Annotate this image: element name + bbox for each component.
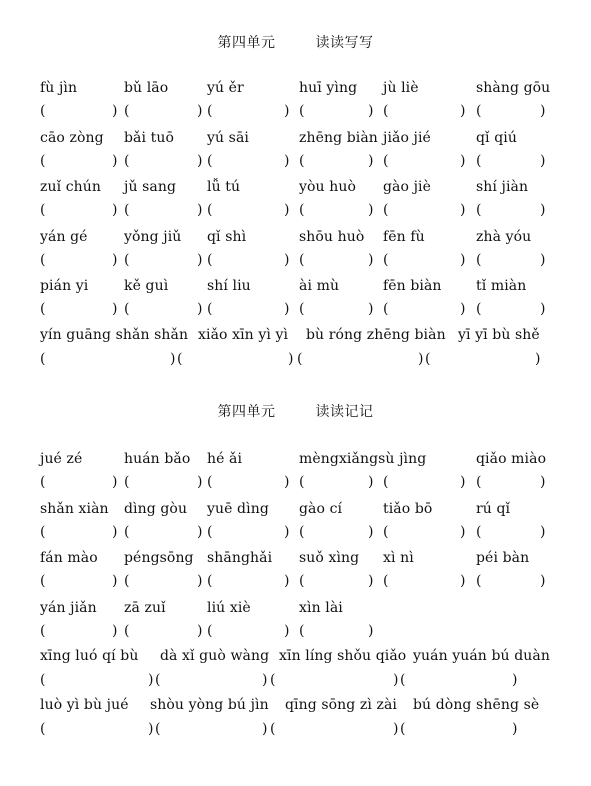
pinyin-word: liú xiè xyxy=(207,599,251,616)
answer-box-close: ) xyxy=(284,301,290,317)
pinyin-word: yú sāi xyxy=(207,129,249,146)
answer-box-close: ) xyxy=(284,573,290,589)
pinyin-word: shǎn xiàn xyxy=(40,500,109,517)
answer-box-open: ( xyxy=(40,474,46,490)
answer-box-open: ( xyxy=(400,721,406,737)
pinyin-word: fēn biàn xyxy=(383,278,442,294)
answer-box-close: ) xyxy=(368,523,374,540)
answer-box-close: ) xyxy=(197,103,203,119)
pinyin-word: yǒng jiǔ xyxy=(124,228,182,245)
answer-box-open: ( xyxy=(476,573,482,589)
answer-box-open: ( xyxy=(40,103,46,119)
answer-box-open: ( xyxy=(270,721,276,737)
answer-box-close: ) xyxy=(368,202,374,218)
idiom-pinyin: luò yì bù jué xyxy=(40,697,129,713)
answer-box-close: ) xyxy=(284,103,290,119)
answer-box-open: ( xyxy=(476,103,482,119)
answer-box-close: ) xyxy=(540,573,546,589)
answer-box-close: ) xyxy=(512,721,518,737)
pinyin-word: péngsōng xyxy=(124,550,194,566)
answer-box-open: ( xyxy=(155,721,161,737)
answer-box-open: ( xyxy=(297,351,303,367)
answer-box-open: ( xyxy=(299,523,305,540)
pinyin-word: huán bǎo xyxy=(124,451,191,467)
answer-box-open: ( xyxy=(299,152,305,169)
answer-box-open: ( xyxy=(476,301,482,317)
pinyin-word: pián yi xyxy=(40,278,89,294)
idiom-pinyin: yín guāng shǎn shǎn xyxy=(40,327,189,343)
answer-box-close: ) xyxy=(197,301,203,317)
answer-box-close: ) xyxy=(284,152,290,169)
pinyin-word: shōu huò xyxy=(299,228,365,245)
answer-box-open: ( xyxy=(124,573,130,589)
pinyin-word: mèngxiǎngsù jìng xyxy=(299,451,427,467)
answer-box-close: ) xyxy=(112,622,118,639)
answer-box-close: ) xyxy=(112,251,118,268)
pinyin-word: gào cí xyxy=(299,500,343,517)
answer-box-close: ) xyxy=(112,301,118,317)
answer-box-open: ( xyxy=(40,721,46,737)
answer-box-open: ( xyxy=(124,251,130,268)
answer-box-close: ) xyxy=(197,474,203,490)
pinyin-word: shàng gōu xyxy=(476,80,551,96)
idiom-pinyin: yī yī bù shě xyxy=(458,327,540,343)
unit-label: 第四单元 xyxy=(217,35,276,51)
answer-box-open: ( xyxy=(400,672,406,688)
answer-box-close: ) xyxy=(368,251,374,268)
answer-box-close: ) xyxy=(262,672,268,688)
answer-box-open: ( xyxy=(40,573,46,589)
answer-box-open: ( xyxy=(383,202,389,218)
answer-box-open: ( xyxy=(40,672,46,688)
answer-box-open: ( xyxy=(207,202,213,218)
answer-box-open: ( xyxy=(40,523,46,540)
answer-box-close: ) xyxy=(197,622,203,639)
answer-box-close: ) xyxy=(112,152,118,169)
answer-box-open: ( xyxy=(383,251,389,268)
answer-box-open: ( xyxy=(207,523,213,540)
answer-box-close: ) xyxy=(535,351,541,367)
pinyin-word: péi bàn xyxy=(476,550,530,566)
idiom-pinyin: shòu yòng bú jìn xyxy=(150,697,269,713)
pinyin-word: jǔ sang xyxy=(124,179,177,195)
pinyin-word: zhēng biàn xyxy=(299,129,378,146)
answer-box-close: ) xyxy=(284,202,290,218)
answer-box-close: ) xyxy=(284,622,290,639)
answer-box-open: ( xyxy=(207,474,213,490)
answer-box-open: ( xyxy=(177,351,183,367)
answer-box-close: ) xyxy=(368,573,374,589)
pinyin-word: bǔ lāo xyxy=(124,80,169,96)
answer-box-close: ) xyxy=(368,152,374,169)
answer-box-open: ( xyxy=(299,202,305,218)
answer-box-open: ( xyxy=(207,103,213,119)
answer-box-close: ) xyxy=(197,573,203,589)
answer-box-open: ( xyxy=(383,103,389,119)
pinyin-word: lǚ tú xyxy=(207,179,241,195)
pinyin-word: yú ěr xyxy=(207,80,244,96)
answer-box-open: ( xyxy=(124,103,130,119)
answer-box-open: ( xyxy=(207,622,213,639)
answer-box-open: ( xyxy=(124,152,130,169)
pinyin-word: suǒ xìng xyxy=(299,550,360,566)
answer-box-open: ( xyxy=(299,474,305,490)
answer-box-open: ( xyxy=(299,103,305,119)
answer-box-close: ) xyxy=(460,251,466,268)
answer-box-open: ( xyxy=(383,523,389,540)
answer-box-close: ) xyxy=(512,672,518,688)
answer-box-open: ( xyxy=(476,523,482,540)
section-title xyxy=(0,401,591,421)
answer-box-open: ( xyxy=(299,251,305,268)
answer-box-close: ) xyxy=(148,721,154,737)
answer-box-close: ) xyxy=(197,152,203,169)
answer-box-close: ) xyxy=(393,721,399,737)
pinyin-word: qiǎo miào xyxy=(476,451,547,467)
unit-label: 第四单元 xyxy=(217,404,276,420)
pinyin-word: fēn fù xyxy=(383,228,425,245)
idiom-pinyin: xiǎo xīn yì yì xyxy=(198,327,289,343)
answer-box-open: ( xyxy=(124,301,130,317)
answer-box-open: ( xyxy=(299,573,305,589)
answer-box-close: ) xyxy=(460,573,466,589)
pinyin-word: yòu huò xyxy=(299,179,356,195)
pinyin-word: xì nì xyxy=(383,550,414,566)
answer-box-open: ( xyxy=(270,672,276,688)
pinyin-word: fù jìn xyxy=(40,80,78,96)
pinyin-word: bǎi tuō xyxy=(124,129,175,146)
pinyin-word: jiǎo jié xyxy=(383,129,431,146)
answer-box-close: ) xyxy=(540,152,546,169)
answer-box-open: ( xyxy=(207,301,213,317)
answer-box-close: ) xyxy=(112,202,118,218)
answer-box-close: ) xyxy=(284,474,290,490)
answer-box-close: ) xyxy=(112,573,118,589)
answer-box-close: ) xyxy=(460,301,466,317)
answer-box-close: ) xyxy=(368,474,374,490)
answer-box-open: ( xyxy=(40,622,46,639)
answer-box-open: ( xyxy=(425,351,431,367)
answer-box-close: ) xyxy=(112,474,118,490)
answer-box-close: ) xyxy=(284,251,290,268)
answer-box-open: ( xyxy=(476,152,482,169)
answer-box-open: ( xyxy=(383,474,389,490)
answer-box-open: ( xyxy=(40,202,46,218)
answer-box-open: ( xyxy=(299,301,305,317)
answer-box-close: ) xyxy=(112,523,118,540)
pinyin-word: qǐ qiú xyxy=(476,129,517,146)
pinyin-word: jù liè xyxy=(383,80,419,96)
section-name: 读读记记 xyxy=(315,404,374,420)
pinyin-word: tǐ miàn xyxy=(476,278,527,294)
pinyin-word: yuē dìng xyxy=(207,500,269,517)
answer-box-open: ( xyxy=(124,523,130,540)
answer-box-close: ) xyxy=(393,672,399,688)
answer-box-close: ) xyxy=(368,301,374,317)
answer-box-close: ) xyxy=(197,202,203,218)
answer-box-close: ) xyxy=(170,351,176,367)
pinyin-word: shí jiàn xyxy=(476,179,529,195)
pinyin-word: shānghǎi xyxy=(207,550,273,566)
answer-box-close: ) xyxy=(148,672,154,688)
answer-box-open: ( xyxy=(40,251,46,268)
section-name: 读读写写 xyxy=(315,35,374,51)
answer-box-close: ) xyxy=(288,351,294,367)
pinyin-word: cāo zòng xyxy=(40,129,104,146)
answer-box-open: ( xyxy=(383,152,389,169)
pinyin-word: zā zuǐ xyxy=(124,599,166,616)
answer-box-close: ) xyxy=(418,351,424,367)
answer-box-open: ( xyxy=(124,474,130,490)
pinyin-word: hé ǎi xyxy=(207,451,243,467)
answer-box-open: ( xyxy=(299,622,305,639)
answer-box-close: ) xyxy=(262,721,268,737)
pinyin-word: kě guì xyxy=(124,278,169,294)
idiom-pinyin: qīng sōng zì zài xyxy=(285,697,398,713)
answer-box-open: ( xyxy=(476,474,482,490)
idiom-pinyin: yuán yuán bú duàn xyxy=(413,648,550,664)
pinyin-word: zuǐ chún xyxy=(40,179,102,195)
answer-box-open: ( xyxy=(207,251,213,268)
idiom-pinyin: bù róng zhēng biàn xyxy=(306,327,446,343)
answer-box-close: ) xyxy=(284,523,290,540)
answer-box-open: ( xyxy=(207,152,213,169)
section-title xyxy=(0,32,591,52)
answer-box-close: ) xyxy=(368,103,374,119)
idiom-pinyin: bú dòng shēng sè xyxy=(413,697,540,713)
answer-box-open: ( xyxy=(383,573,389,589)
answer-box-open: ( xyxy=(40,152,46,169)
answer-box-open: ( xyxy=(155,672,161,688)
answer-box-close: ) xyxy=(540,474,546,490)
answer-box-open: ( xyxy=(124,622,130,639)
answer-box-open: ( xyxy=(40,301,46,317)
answer-box-close: ) xyxy=(540,103,546,119)
answer-box-close: ) xyxy=(460,103,466,119)
answer-box-close: ) xyxy=(460,474,466,490)
pinyin-word: dìng gòu xyxy=(124,500,188,517)
pinyin-word: huī yìng xyxy=(299,80,358,96)
pinyin-word: yán jiǎn xyxy=(40,599,97,616)
pinyin-word: xìn lài xyxy=(299,599,343,616)
answer-box-close: ) xyxy=(540,202,546,218)
answer-box-close: ) xyxy=(460,152,466,169)
answer-box-open: ( xyxy=(40,351,46,367)
answer-box-close: ) xyxy=(460,202,466,218)
pinyin-word: gào jiè xyxy=(383,179,431,195)
answer-box-open: ( xyxy=(207,573,213,589)
idiom-pinyin: dà xǐ guò wàng xyxy=(160,648,270,664)
answer-box-open: ( xyxy=(476,202,482,218)
pinyin-word: tiǎo bō xyxy=(383,500,433,517)
pinyin-word: rú qǐ xyxy=(476,500,511,517)
answer-box-close: ) xyxy=(197,251,203,268)
idiom-pinyin: xīn líng shǒu qiǎo xyxy=(279,648,407,664)
pinyin-word: fán mào xyxy=(40,550,98,566)
answer-box-open: ( xyxy=(383,301,389,317)
answer-box-close: ) xyxy=(197,523,203,540)
answer-box-close: ) xyxy=(460,523,466,540)
idiom-pinyin: xīng luó qí bù xyxy=(40,648,139,664)
answer-box-close: ) xyxy=(540,523,546,540)
pinyin-word: zhà yóu xyxy=(476,228,532,245)
answer-box-close: ) xyxy=(112,103,118,119)
answer-box-close: ) xyxy=(540,251,546,268)
answer-box-open: ( xyxy=(124,202,130,218)
answer-box-close: ) xyxy=(540,301,546,317)
pinyin-word: shí liu xyxy=(207,278,251,294)
pinyin-word: ài mù xyxy=(299,278,340,294)
answer-box-close: ) xyxy=(368,622,374,639)
pinyin-word: jué zé xyxy=(40,451,83,467)
pinyin-word: yán gé xyxy=(40,228,88,245)
answer-box-open: ( xyxy=(476,251,482,268)
pinyin-word: qǐ shì xyxy=(207,228,247,245)
